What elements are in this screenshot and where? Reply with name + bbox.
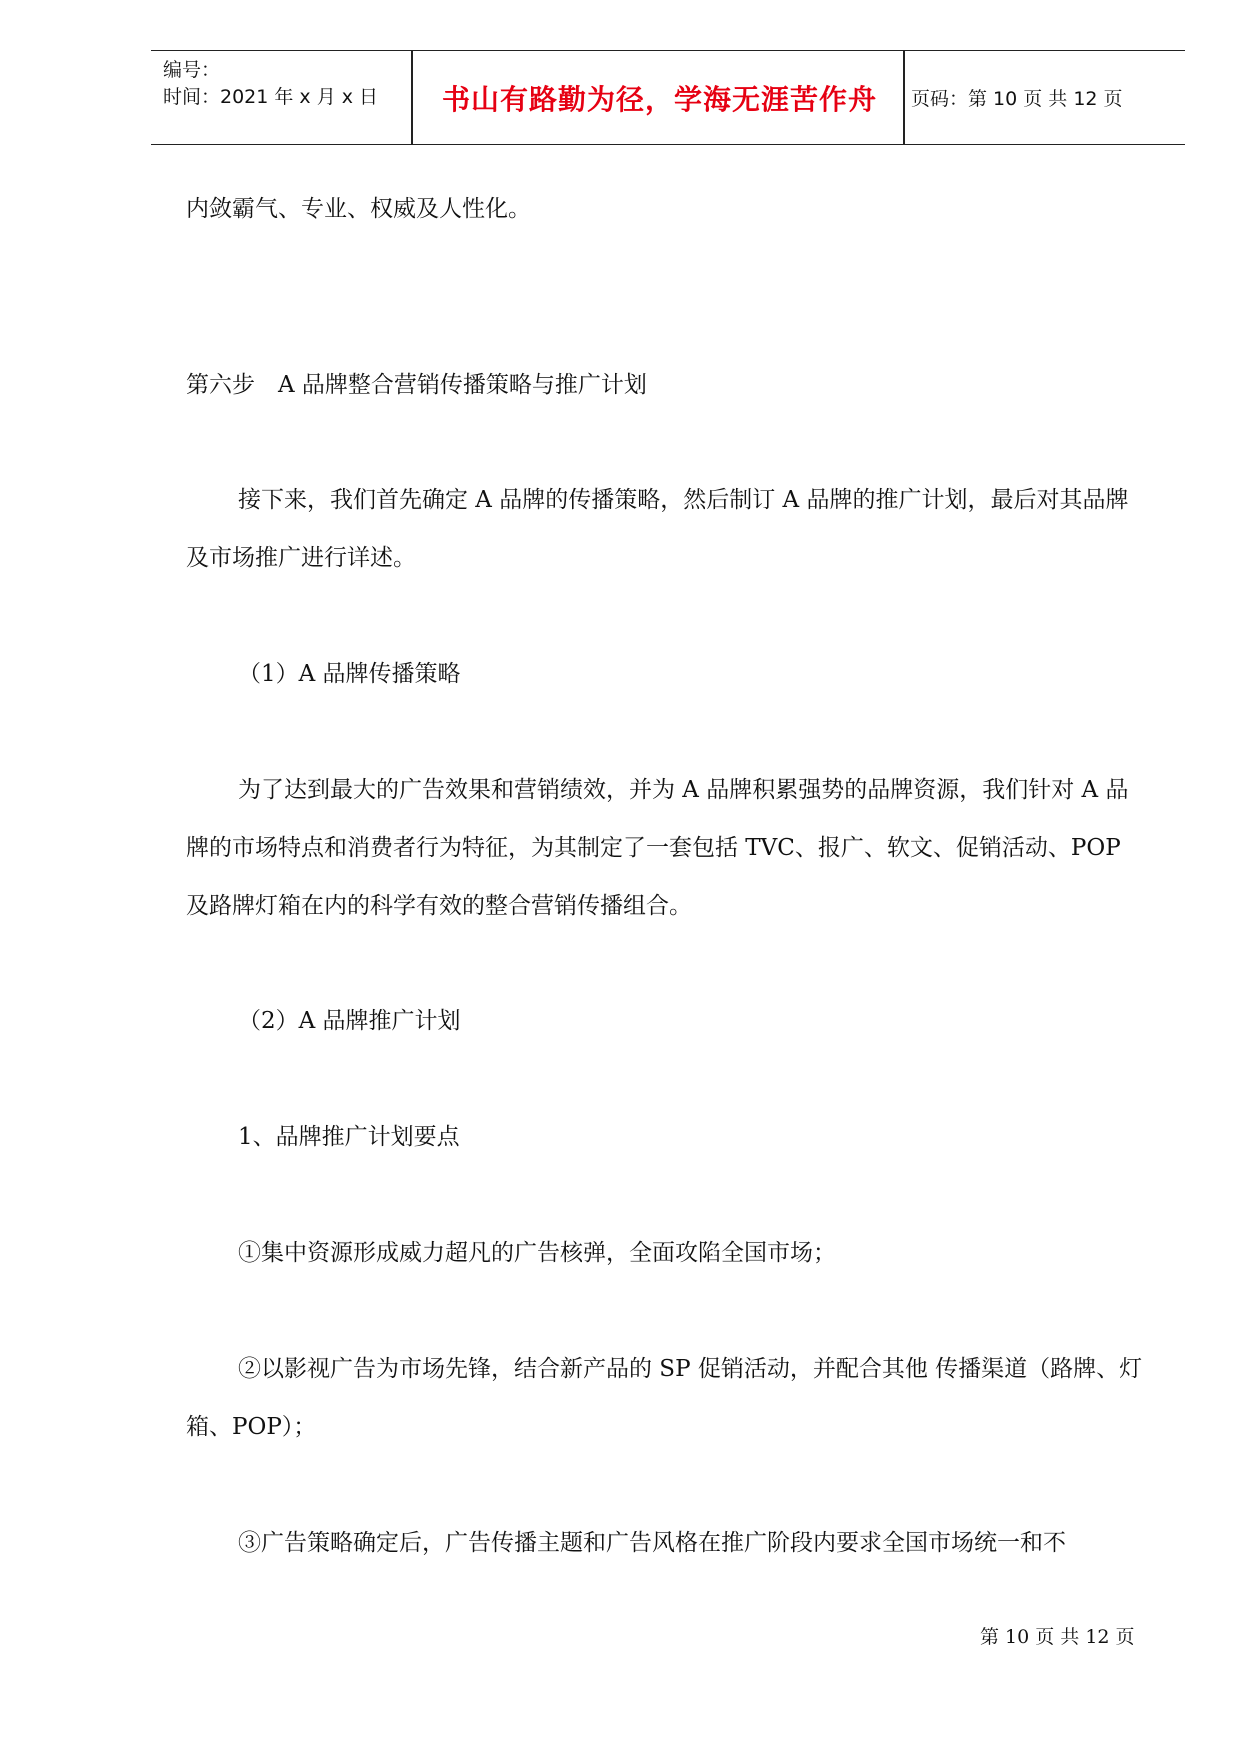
paragraph-strategy: [186, 761, 1146, 935]
plan-point-2: [186, 1340, 1146, 1456]
page-header: [151, 50, 1185, 145]
plan-points-heading: [186, 1108, 1146, 1166]
heading-points: 1、品牌推广计划要点: [238, 1124, 460, 1150]
list-item: ②以影视广告为市场先锋，结合新产品的 SP 促销活动，并配合其他 传播渠道（路牌、灯箱、POP）；: [186, 1356, 1143, 1440]
subheading-strategy: [186, 645, 1146, 703]
plan-point-3: [186, 1514, 1146, 1572]
plan-point-1: [186, 1224, 1146, 1282]
subheading-plan: [186, 992, 1146, 1050]
heading-step-six: 第六步 A 品牌整合营销传播策略与推广计划: [186, 372, 647, 398]
section-heading: [186, 356, 1146, 414]
header-meta: [163, 57, 413, 111]
paragraph-continuation: [186, 180, 1146, 238]
header-number: 编号：: [163, 59, 221, 81]
paragraph: 接下来，我们首先确定 A 品牌的传播策略，然后制订 A 品牌的推广计划，最后对其品牌及市场推广进行详述。: [186, 487, 1129, 571]
header-time: 时间：2021 年 x 月 x 日: [163, 86, 379, 108]
header-motto: 书山有路勤为径，学海无涯苦作舟: [441, 82, 877, 116]
paragraph-intro: [186, 471, 1146, 587]
header-divider-left: [411, 51, 413, 144]
list-item: ③广告策略确定后，广告传播主题和广告风格在推广阶段内要求全国市场统一和不: [238, 1530, 1066, 1556]
header-divider-right: [903, 51, 905, 144]
paragraph: 内敛霸气、专业、权威及人性化。: [186, 196, 531, 222]
paragraph: 为了达到最大的广告效果和营销绩效，并为 A 品牌积累强势的品牌资源，我们针对 A 品牌的市场特点和消费者行为特征，为其制定了一套包括 TVC、报广、软文、促销活动、POP 及路牌灯箱在内的科学有效的整合营销传播组合。: [186, 777, 1129, 919]
heading-strategy: （1）A 品牌传播策略: [238, 661, 461, 687]
header-page-number: 页码：第 10 页 共 12 页: [911, 88, 1123, 110]
page-footer: 第 10 页 共 12 页: [980, 1626, 1135, 1648]
list-item: ①集中资源形成威力超凡的广告核弹，全面攻陷全国市场；: [238, 1240, 836, 1266]
heading-plan: （2）A 品牌推广计划: [238, 1008, 461, 1034]
